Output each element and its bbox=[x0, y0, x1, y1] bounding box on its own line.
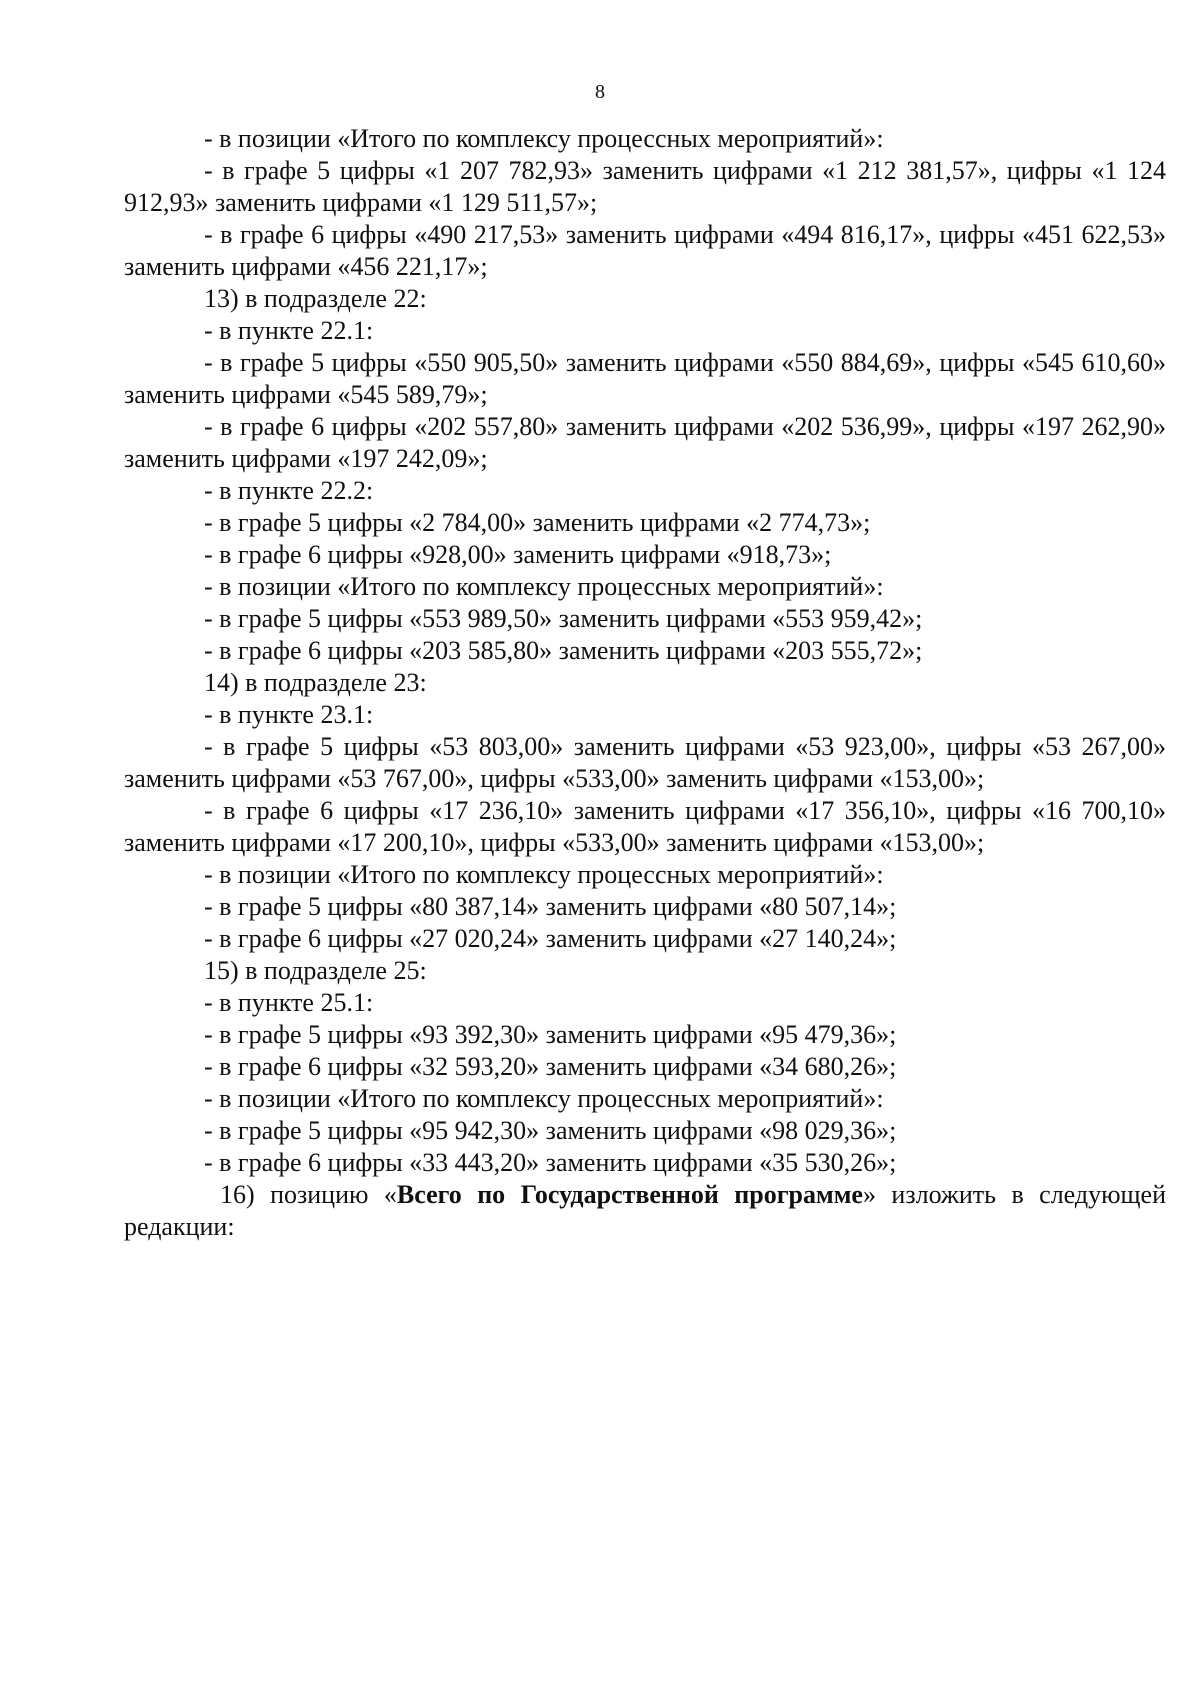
paragraph-grafa6-change: - в графе 6 цифры «33 443,20» заменить цифрами «35 530,26»; bbox=[204, 1148, 897, 1177]
paragraph-grafa6-change: - в графе 6 цифры «27 020,24» заменить цифрами «27 140,24»; bbox=[204, 924, 897, 953]
program-total-prefix: 16) позицию « bbox=[220, 1180, 397, 1209]
paragraph-subsection-25: 15) в подразделе 25: bbox=[204, 956, 427, 985]
paragraph-grafa5-change: - в графе 5 цифры «553 989,50» заменить цифрами «553 959,42»; bbox=[204, 604, 923, 633]
paragraph-itogo-heading: - в позиции «Итого по комплексу процессных мероприятий»: bbox=[204, 1084, 884, 1113]
paragraph-grafa5-change: - в графе 5 цифры «2 784,00» заменить цифрами «2 774,73»; bbox=[204, 508, 871, 537]
program-total-suffix: » изложить в следующей редакции: bbox=[124, 1180, 1166, 1241]
paragraph-grafa5-change: - в графе 5 цифры «1 207 782,93» заменить цифрами «1 212 381,57», цифры «1 124 912,93» заменить цифрами «1 129 511,57»; bbox=[124, 156, 1166, 217]
paragraph-grafa5-change: - в графе 5 цифры «550 905,50» заменить цифрами «550 884,69», цифры «545 610,60» заменить цифрами «545 589,79»; bbox=[124, 348, 1166, 409]
paragraph-subsection-23: 14) в подразделе 23: bbox=[204, 668, 427, 697]
paragraph-grafa6-change: - в графе 6 цифры «17 236,10» заменить цифрами «17 356,10», цифры «16 700,10» заменить цифрами «17 200,10», цифры «533,00» заменить цифрами «153,00»; bbox=[124, 796, 1166, 857]
paragraph-program-total bbox=[124, 1179, 1166, 1243]
paragraph-point-23-1: - в пункте 23.1: bbox=[204, 700, 374, 729]
paragraph-grafa5-change: - в графе 5 цифры «53 803,00» заменить цифрами «53 923,00», цифры «53 267,00» заменить цифрами «53 767,00», цифры «533,00» заменить цифрами «153,00»; bbox=[124, 732, 1166, 793]
paragraph-grafa5-change: - в графе 5 цифры «95 942,30» заменить цифрами «98 029,36»; bbox=[204, 1116, 897, 1145]
paragraph-point-22-2: - в пункте 22.2: bbox=[204, 476, 374, 505]
paragraph-grafa6-change: - в графе 6 цифры «203 585,80» заменить цифрами «203 555,72»; bbox=[204, 636, 923, 665]
paragraph-grafa5-change: - в графе 5 цифры «80 387,14» заменить цифрами «80 507,14»; bbox=[204, 892, 897, 921]
program-total-bold: Всего по Государственной программе bbox=[396, 1180, 863, 1209]
paragraph-itogo-heading: - в позиции «Итого по комплексу процессных мероприятий»: bbox=[204, 124, 884, 153]
paragraph-grafa5-change: - в графе 5 цифры «93 392,30» заменить цифрами «95 479,36»; bbox=[204, 1020, 897, 1049]
paragraph-subsection-22: 13) в подразделе 22: bbox=[204, 284, 427, 313]
paragraph-grafa6-change: - в графе 6 цифры «32 593,20» заменить цифрами «34 680,26»; bbox=[204, 1052, 897, 1081]
paragraph-grafa6-change: - в графе 6 цифры «928,00» заменить цифрами «918,73»; bbox=[204, 540, 832, 569]
page-number: 8 bbox=[595, 81, 605, 103]
paragraph-itogo-heading: - в позиции «Итого по комплексу процессных мероприятий»: bbox=[204, 860, 884, 889]
document-body bbox=[124, 123, 1166, 1243]
paragraph-point-22-1: - в пункте 22.1: bbox=[204, 316, 374, 345]
paragraph-point-25-1: - в пункте 25.1: bbox=[204, 988, 374, 1017]
paragraph-itogo-heading: - в позиции «Итого по комплексу процессных мероприятий»: bbox=[204, 572, 884, 601]
paragraph-grafa6-change: - в графе 6 цифры «202 557,80» заменить цифрами «202 536,99», цифры «197 262,90» заменить цифрами «197 242,09»; bbox=[124, 412, 1166, 473]
paragraph-grafa6-change: - в графе 6 цифры «490 217,53» заменить цифрами «494 816,17», цифры «451 622,53» заменить цифрами «456 221,17»; bbox=[124, 220, 1166, 281]
